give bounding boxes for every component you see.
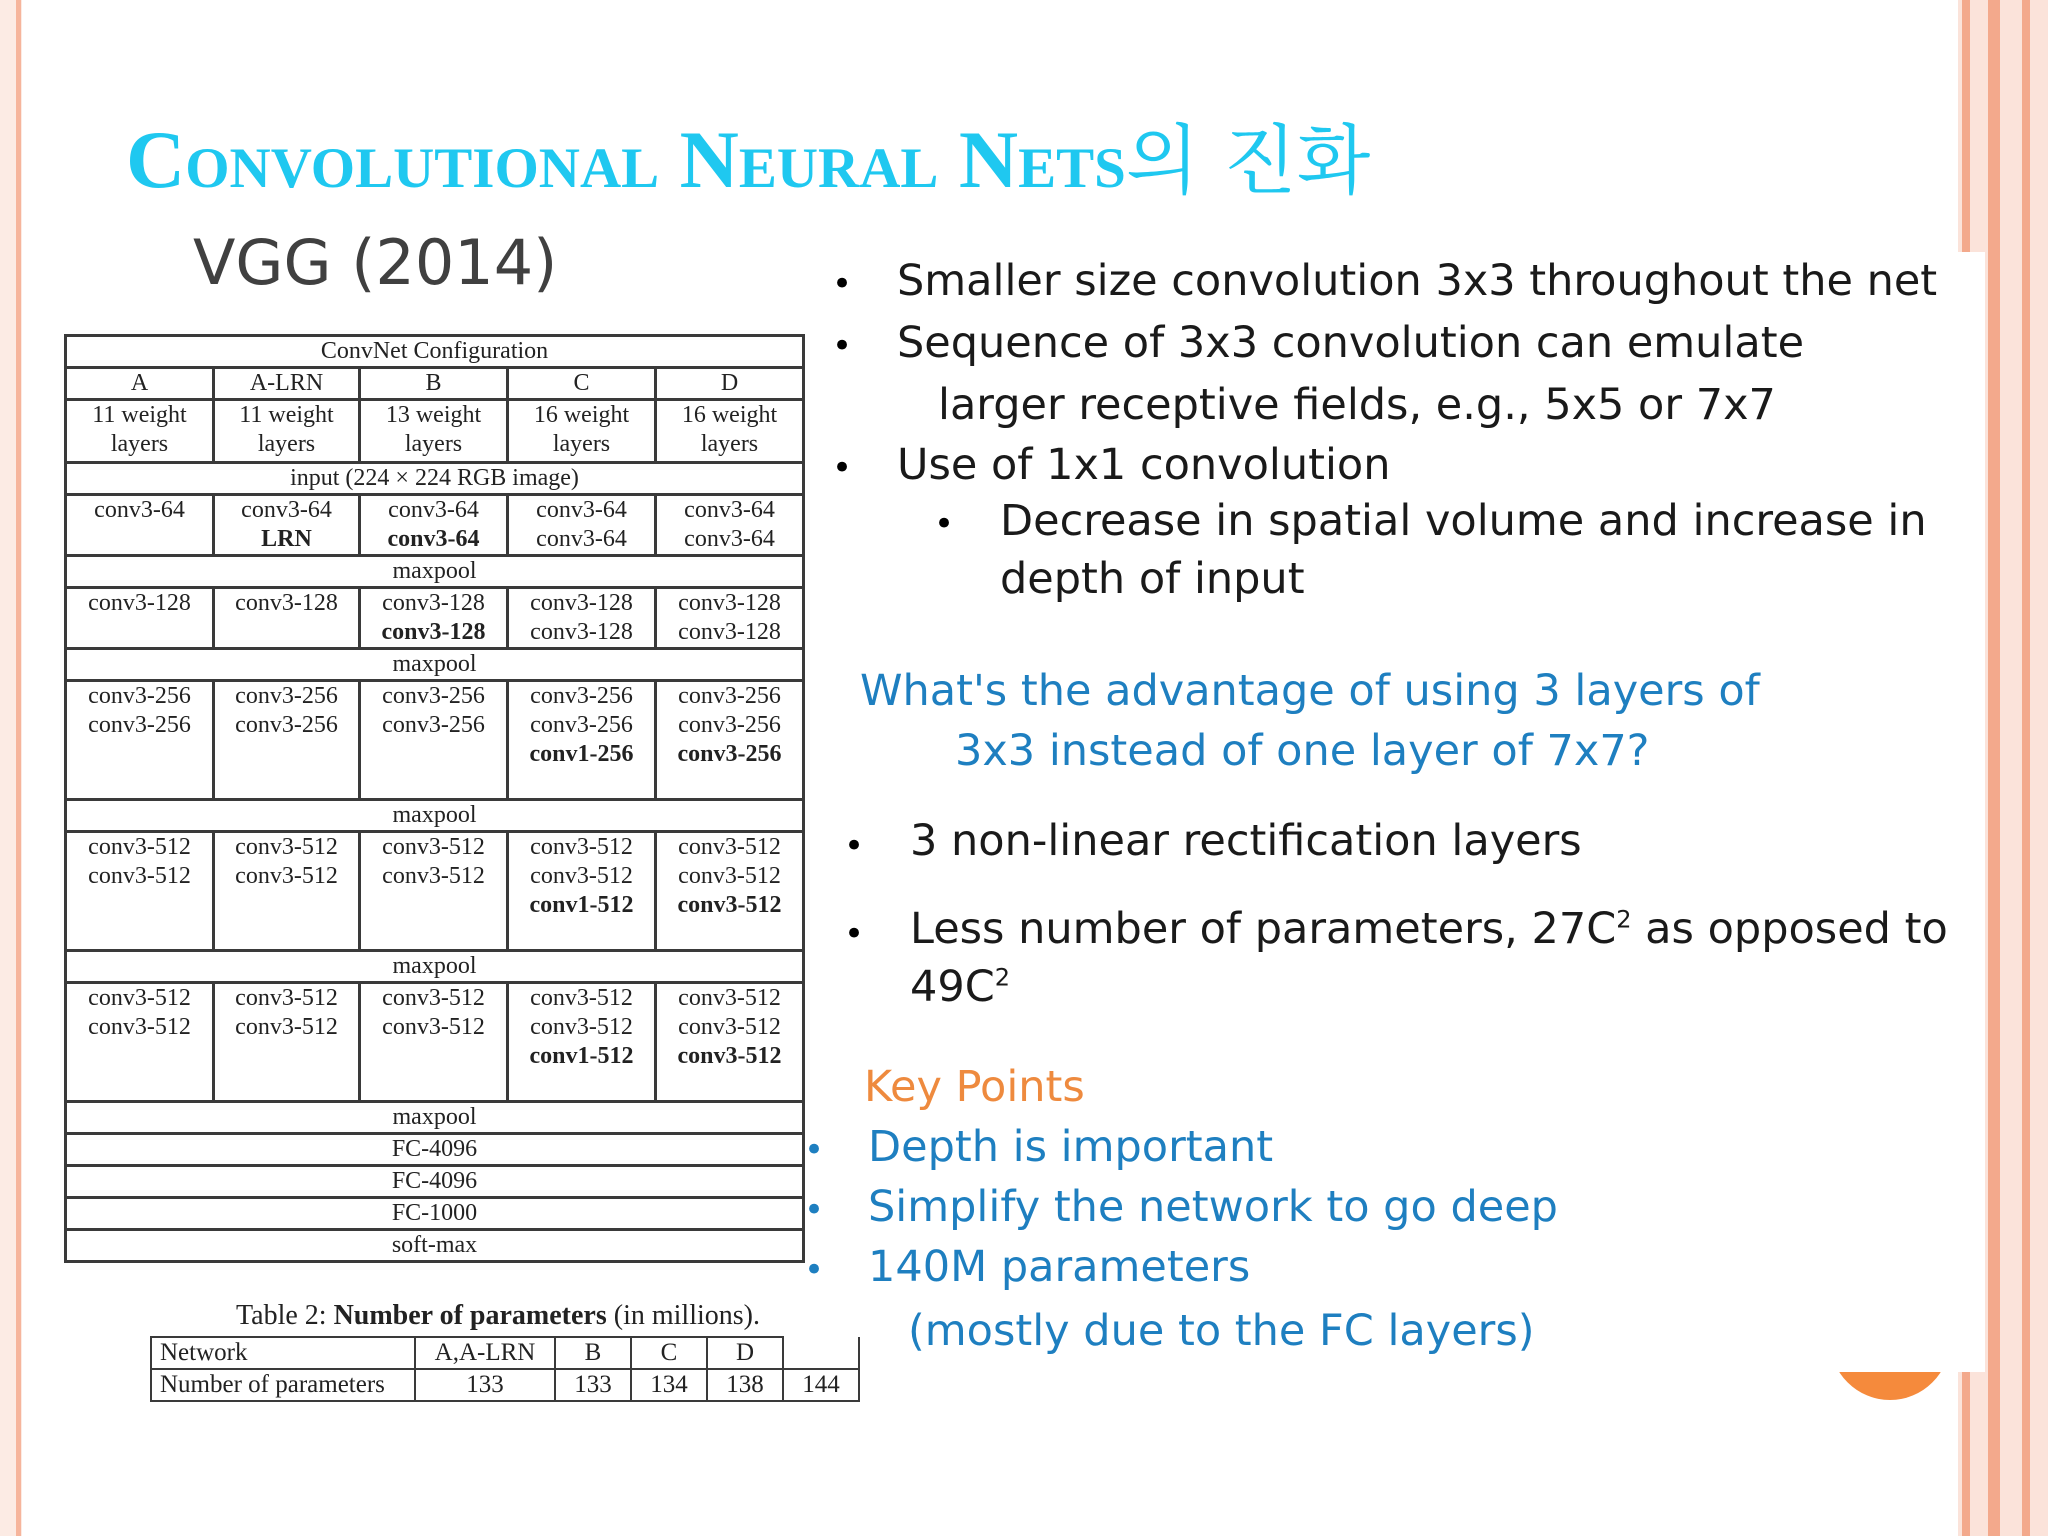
table-cell: Number of parameters (151, 1369, 415, 1401)
bullet-text: Smaller size convolution 3x3 throughout the net (897, 256, 1938, 306)
table-cell: conv3-64 LRN (214, 495, 360, 556)
table-cell: conv3-512 conv3-512 (360, 832, 508, 951)
table-cell: conv3-512 conv3-512 conv3-512 (656, 832, 804, 951)
table-cell: conv3-256 conv3-256 (214, 681, 360, 800)
bullet-glyph: • (832, 326, 853, 366)
column-desc: 11 weight layers (214, 400, 360, 463)
fc-row: FC-4096 (66, 1134, 804, 1166)
table-cell: 133 (555, 1369, 631, 1401)
table-cell: conv3-512 conv3-512 (214, 983, 360, 1102)
table-cell: conv3-64 conv3-64 (360, 495, 508, 556)
table-cell: conv3-128 (66, 588, 214, 649)
bullet-text: Use of 1x1 convolution (897, 440, 1391, 490)
key-point: Simplify the network to go deep (868, 1182, 1558, 1232)
table-cell: 138 (707, 1369, 783, 1401)
table-cell: conv3-256 conv3-256 (66, 681, 214, 800)
maxpool-row: maxpool (66, 951, 804, 983)
bullet-glyph: • (844, 914, 865, 954)
column-header: A (66, 368, 214, 400)
sub-bullet-text-continued: depth of input (1000, 554, 1305, 604)
table-cell: 144 (783, 1369, 859, 1401)
table-cell: conv3-512 conv3-512 (66, 983, 214, 1102)
table-cell: Network (151, 1337, 415, 1369)
bullet-glyph: • (832, 264, 853, 304)
table-cell: conv3-64 (66, 495, 214, 556)
table-cell: conv3-256 conv3-256 (360, 681, 508, 800)
convnet-configuration-table (64, 334, 805, 1263)
table-cell: B (555, 1337, 631, 1369)
table-cell: conv3-512 conv3-512 (360, 983, 508, 1102)
fc-row: FC-1000 (66, 1198, 804, 1230)
key-point: Depth is important (868, 1122, 1274, 1172)
bullet-text: Sequence of 3x3 convolution can emulate (897, 318, 1805, 368)
maxpool-row: maxpool (66, 556, 804, 588)
table-cell: 133 (415, 1369, 555, 1401)
maxpool-row: maxpool (66, 649, 804, 681)
column-desc: 13 weight layers (360, 400, 508, 463)
table-cell: conv3-128 conv3-128 (656, 588, 804, 649)
bullet-glyph: • (804, 1130, 825, 1170)
bullet-text-continued: larger receptive fields, e.g., 5x5 or 7x7 (938, 380, 1776, 430)
params-caption: Table 2: Number of parameters (in millions). (236, 1300, 760, 1331)
table-cell: conv3-128 (214, 588, 360, 649)
table-cell: A,A-LRN (415, 1337, 555, 1369)
table-cell: conv3-64 conv3-64 (656, 495, 804, 556)
column-header: A-LRN (214, 368, 360, 400)
table-cell: conv3-128 conv3-128 (360, 588, 508, 649)
key-point-note: (mostly due to the FC layers) (908, 1306, 1535, 1356)
table-cell: C (631, 1337, 707, 1369)
bullet-glyph: • (804, 1250, 825, 1290)
table-cell: conv3-64 conv3-64 (508, 495, 656, 556)
fc-row: FC-4096 (66, 1166, 804, 1198)
table-cell: conv3-512 conv3-512 (214, 832, 360, 951)
right-stripe-line-2 (1988, 0, 2000, 1536)
key-point: 140M parameters (868, 1242, 1251, 1292)
slide-subtitle: VGG (2014) (193, 226, 558, 299)
table-cell: 134 (631, 1369, 707, 1401)
table-cell: conv3-256 conv3-256 conv1-256 (508, 681, 656, 800)
question-line-1: What's the advantage of using 3 layers of (860, 666, 1760, 716)
column-header: D (656, 368, 804, 400)
table-cell: conv3-512 conv3-512 (66, 832, 214, 951)
table-cell: conv3-128 conv3-128 (508, 588, 656, 649)
maxpool-row: maxpool (66, 800, 804, 832)
sub-bullet-glyph: • (934, 504, 955, 544)
bullet-glyph: • (804, 1190, 825, 1230)
column-desc: 16 weight layers (508, 400, 656, 463)
column-header: C (508, 368, 656, 400)
maxpool-row: maxpool (66, 1102, 804, 1134)
left-stripe-line (16, 0, 21, 1536)
softmax-row: soft-max (66, 1230, 804, 1262)
table-cell: conv3-512 conv3-512 conv1-512 (508, 983, 656, 1102)
table-cell: D (707, 1337, 783, 1369)
table-cell: conv3-256 conv3-256 conv3-256 (656, 681, 804, 800)
key-points-heading: Key Points (864, 1062, 1085, 1112)
input-row: input (224 × 224 RGB image) (66, 463, 804, 495)
table-cell: conv3-512 conv3-512 conv3-512 (656, 983, 804, 1102)
question-line-2: 3x3 instead of one layer of 7x7? (955, 726, 1650, 776)
slide-title-korean: 의 진화 (1125, 116, 1371, 205)
sub-bullet-text: Decrease in spatial volume and increase in (1000, 496, 1927, 546)
bullet-glyph: • (844, 826, 865, 866)
slide-title: Convolutional Neural Nets의 진화 (126, 114, 1371, 205)
table-cell (783, 1337, 859, 1369)
column-desc: 11 weight layers (66, 400, 214, 463)
answer-1: 3 non-linear rectification layers (910, 816, 1582, 866)
bullet-glyph: • (832, 448, 853, 488)
column-header: B (360, 368, 508, 400)
table-cell: conv3-512 conv3-512 conv1-512 (508, 832, 656, 951)
params-table (150, 1336, 860, 1402)
answer-2-continued: $49C^2$ (910, 962, 1011, 1012)
right-stripe-line-3 (2022, 0, 2030, 1536)
answer-2: Less number of parameters, $27C^2$ as opposed to (910, 904, 1948, 954)
column-desc: 16 weight layers (656, 400, 804, 463)
config-header: ConvNet Configuration (66, 336, 804, 368)
